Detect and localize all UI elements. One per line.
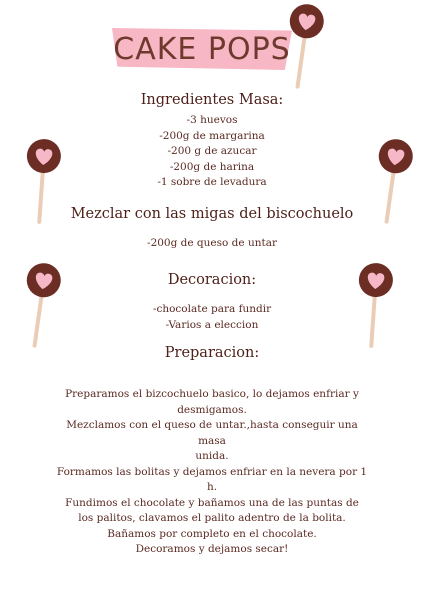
list-item: unida.: [195, 450, 229, 462]
list-item: -200g de harina: [169, 160, 255, 173]
list-item: Bañamos por completo en el chocolate.: [107, 527, 317, 540]
masa-list: [0, 113, 424, 191]
list-item: -Varios a eleccion: [165, 318, 259, 331]
mezclar-heading: Mezclar con las migas del biscochuelo: [70, 206, 354, 222]
decoracion-list: [0, 302, 424, 333]
list-item: -1 sobre de levadura: [157, 176, 267, 188]
cake-pop-icon: [283, 3, 323, 93]
preparacion-heading: Preparacion:: [164, 345, 260, 361]
list-item: los palitos, clavamos el palito adentro de la bolita.: [78, 512, 346, 524]
list-item: -chocolate para fundir: [152, 303, 272, 315]
preparacion-text: [52, 387, 372, 558]
list-item: -3 huevos: [186, 114, 238, 126]
page-title: CAKE POPS: [113, 31, 291, 67]
list-item: desmigamos.: [177, 403, 247, 416]
list-item: -200g de margarina: [159, 129, 265, 142]
list-item: -200g de queso de untar: [147, 237, 277, 249]
list-item: Mezclamos con el queso de untar.,hasta conseguir una masa: [66, 419, 358, 447]
list-item: -200 g de azucar: [167, 145, 257, 157]
mezclar-list: [0, 236, 424, 252]
masa-heading: Ingredientes Masa:: [140, 92, 284, 108]
list-item: Decoramos y dejamos secar!: [135, 543, 289, 555]
list-item: Preparamos el bizcochuelo basico, lo dejamos enfriar y: [65, 388, 359, 400]
list-item: Fundimos el chocolate y bañamos una de las puntas de: [65, 496, 359, 509]
decoracion-heading: Decoracion:: [167, 272, 257, 288]
list-item: Formamos las bolitas y dejamos enfriar en la nevera por 1 h.: [56, 465, 368, 493]
